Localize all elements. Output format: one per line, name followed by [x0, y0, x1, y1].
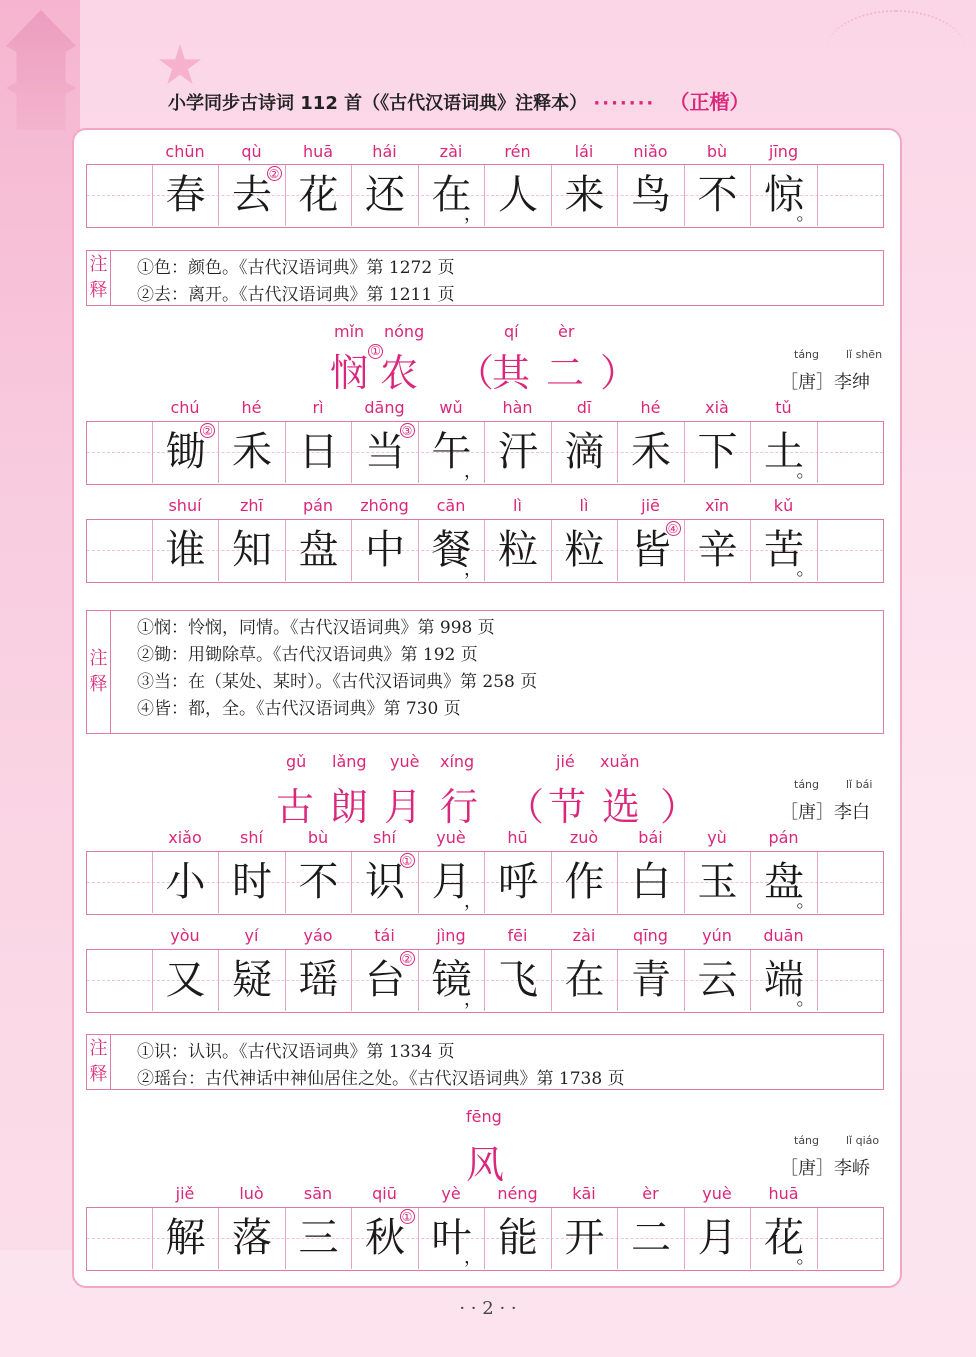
pinyin-syllable: qīng	[633, 926, 668, 945]
character-cell	[552, 520, 618, 581]
note-line: ②去：离开。《古代汉语词典》第 1211 页	[137, 285, 455, 305]
character-cell	[286, 1208, 352, 1269]
character-cell	[286, 520, 352, 581]
pinyin-syllable: lì	[579, 496, 589, 515]
character: 叶	[431, 1215, 472, 1261]
character-cell	[685, 422, 751, 483]
poem-title-char: 悯	[330, 351, 377, 395]
character-cell	[419, 520, 485, 581]
poem-author: ［唐］李峤	[780, 1158, 870, 1179]
character: 滴	[564, 429, 605, 475]
pinyin-row	[0, 496, 976, 518]
character-cell	[419, 852, 485, 913]
page-number	[440, 1298, 536, 1319]
pinyin-syllable: xià	[705, 398, 729, 417]
pinyin-syllable: kāi	[572, 1184, 596, 1203]
pinyin-row	[0, 1184, 976, 1206]
poem-title-char: 行	[440, 785, 487, 829]
notes-label	[87, 251, 111, 305]
character: 开	[564, 1215, 605, 1261]
character-cell	[619, 165, 685, 226]
pinyin-syllable: tǔ	[775, 398, 792, 417]
annotation-marker: ②	[267, 166, 282, 181]
character: 云	[697, 957, 738, 1003]
character: 皆	[631, 527, 671, 573]
willow-icon	[826, 10, 966, 92]
pinyin-syllable: qù	[241, 142, 262, 161]
character-cell	[685, 1208, 751, 1269]
pinyin-syllable: hàn	[502, 398, 533, 417]
blank-cell	[87, 165, 153, 226]
pinyin-syllable: qiū	[372, 1184, 397, 1203]
notes-lines	[137, 615, 537, 723]
character-cell	[353, 950, 419, 1011]
author-pinyin: lǐ bái	[846, 778, 873, 791]
page-header	[168, 86, 888, 118]
character-cell	[619, 852, 685, 913]
annotation-marker: ②	[400, 951, 415, 966]
pinyin-syllable: huā	[302, 142, 334, 161]
character-grid-row	[86, 519, 884, 583]
author-pinyin: táng	[794, 778, 820, 791]
character: 餐	[431, 527, 472, 573]
character-cell	[353, 422, 419, 483]
character-cell	[752, 520, 818, 581]
pinyin-syllable: kǔ	[773, 496, 794, 515]
character: 去	[232, 172, 272, 218]
pinyin-syllable: lì	[513, 496, 522, 515]
character: 又	[165, 957, 206, 1003]
character: 识	[365, 859, 405, 905]
pinyin-syllable: xiǎo	[168, 828, 202, 847]
page-number-value: 2	[482, 1298, 494, 1319]
character-cell	[153, 165, 219, 226]
title-pinyin: gǔ	[286, 752, 307, 771]
character: 能	[498, 1215, 538, 1261]
character: 疑	[232, 957, 272, 1003]
character: 飞	[498, 957, 538, 1003]
character: 不	[697, 172, 738, 218]
poem-title-char: 节	[548, 785, 595, 829]
character: 落	[232, 1215, 272, 1261]
character: 在	[431, 172, 472, 218]
character-cell	[552, 422, 618, 483]
character-cell	[286, 950, 352, 1011]
character-cell	[286, 852, 352, 913]
character-cell	[419, 1208, 485, 1269]
poem-author: ［唐］李绅	[780, 372, 870, 393]
character-cell	[353, 165, 419, 226]
blank-cell	[87, 520, 153, 581]
pinyin-syllable: hé	[640, 398, 661, 417]
page-dots-right: · ·	[499, 1298, 517, 1319]
character: 瑶	[298, 957, 339, 1003]
notes-label-char: 释	[89, 280, 108, 301]
title-pinyin: nóng	[384, 322, 425, 341]
character: 禾	[232, 429, 272, 475]
notes-label	[87, 611, 111, 733]
character-cell	[619, 520, 685, 581]
character: 惊	[764, 172, 804, 218]
pinyin-syllable: sān	[303, 1184, 333, 1203]
title-annotation-marker: ①	[368, 344, 383, 359]
pinyin-syllable: zuò	[569, 828, 599, 847]
pinyin-syllable: hé	[241, 398, 262, 417]
character-cell	[752, 165, 818, 226]
character: 月	[697, 1215, 738, 1261]
character: 端	[764, 957, 804, 1003]
character-cell	[419, 165, 485, 226]
punctuation: 。	[796, 559, 815, 580]
character-cell	[353, 520, 419, 581]
character: 来	[564, 172, 605, 218]
character-cell	[486, 950, 552, 1011]
notes-box	[86, 1034, 884, 1090]
poem-title-char: 古	[276, 785, 323, 829]
author-pinyin: lǐ shēn	[846, 348, 883, 361]
poem-title-char: 农	[380, 351, 427, 395]
character: 中	[365, 527, 405, 573]
character-cell	[153, 950, 219, 1011]
punctuation: 。	[796, 891, 815, 912]
title-pinyin: xíng	[440, 752, 475, 771]
pinyin-syllable: bù	[706, 142, 728, 161]
punctuation: ，	[464, 559, 482, 580]
poem-title-char: 选	[602, 785, 649, 829]
character: 秋	[365, 1215, 405, 1261]
author-pinyin: lǐ qiáo	[846, 1134, 880, 1147]
note-line: ①色：颜色。《古代汉语词典》第 1272 页	[137, 258, 455, 278]
character-cell	[619, 422, 685, 483]
punctuation: ，	[464, 461, 482, 482]
annotation-marker: ②	[200, 423, 215, 438]
note-line: ①悯：怜悯，同情。《古代汉语词典》第 998 页	[137, 618, 495, 638]
pinyin-syllable: zhōng	[360, 496, 409, 515]
character: 人	[498, 172, 538, 218]
character: 青	[631, 957, 671, 1003]
left-decoration	[0, 0, 80, 1250]
character-cell	[486, 1208, 552, 1269]
character: 白	[631, 859, 671, 905]
character-grid-row	[86, 851, 884, 915]
note-line: ③当：在（某处、某时）。《古代汉语词典》第 258 页	[137, 672, 538, 692]
character-cell	[220, 165, 286, 226]
pinyin-syllable: yí	[244, 926, 259, 945]
character-cell	[153, 520, 219, 581]
character: 当	[365, 429, 405, 475]
note-line: ②锄：用锄除草。《古代汉语词典》第 192 页	[137, 645, 478, 665]
pinyin-syllable: shí	[240, 828, 263, 847]
notes-label-char: 注	[89, 648, 108, 669]
pinyin-syllable: luò	[239, 1184, 264, 1203]
character-grid-row	[86, 949, 884, 1013]
character: 解	[165, 1215, 206, 1261]
header-tag: （正楷）	[669, 90, 750, 114]
character: 下	[697, 429, 738, 475]
pinyin-syllable: dāng	[364, 398, 405, 417]
pinyin-syllable: hái	[372, 142, 397, 161]
character: 时	[232, 859, 272, 905]
character-cell	[220, 950, 286, 1011]
pinyin-syllable: shí	[373, 828, 396, 847]
character-cell	[552, 1208, 618, 1269]
pinyin-syllable: zài	[572, 926, 596, 945]
poem-title-char: 其	[492, 351, 539, 395]
character-cell	[220, 1208, 286, 1269]
title-pinyin: èr	[558, 322, 575, 341]
blank-cell	[87, 852, 153, 913]
pinyin-syllable: yù	[707, 828, 727, 847]
character-cell	[286, 165, 352, 226]
punctuation: 。	[796, 989, 815, 1010]
pinyin-row	[0, 398, 976, 420]
poem-title-char: 朗	[330, 785, 377, 829]
blank-cell	[87, 1208, 153, 1269]
character: 花	[298, 172, 339, 218]
character: 午	[431, 429, 472, 475]
character: 在	[564, 957, 605, 1003]
notes-label-char: 注	[89, 1038, 108, 1059]
poem-title-char: 风	[466, 1143, 513, 1187]
pinyin-syllable: bù	[307, 828, 329, 847]
pinyin-row	[0, 926, 976, 948]
character: 台	[365, 957, 405, 1003]
poem-author: ［唐］李白	[780, 802, 870, 823]
title-pinyin: mǐn	[334, 322, 365, 341]
character-cell	[486, 852, 552, 913]
poem-title-char: （	[506, 785, 553, 829]
character-cell	[619, 950, 685, 1011]
pinyin-syllable: zhī	[240, 496, 263, 515]
character-cell	[552, 950, 618, 1011]
pinyin-syllable: pán	[302, 496, 334, 515]
annotation-marker: ④	[666, 521, 681, 536]
character: 鸟	[631, 172, 671, 218]
pinyin-syllable: yòu	[170, 926, 200, 945]
pinyin-syllable: dī	[576, 398, 592, 417]
punctuation: 。	[796, 1247, 815, 1268]
notes-label-char: 注	[89, 254, 108, 275]
pinyin-syllable: jiē	[641, 496, 660, 515]
pinyin-syllable: tái	[374, 926, 395, 945]
character: 辛	[697, 527, 738, 573]
poem-title-char: （	[456, 351, 503, 395]
pinyin-syllable: yún	[702, 926, 732, 945]
character: 月	[431, 859, 472, 905]
character: 禾	[631, 429, 671, 475]
character-grid-row	[86, 421, 884, 485]
blank-cell	[87, 950, 153, 1011]
character: 粒	[564, 527, 605, 573]
character: 苦	[764, 527, 804, 573]
pinyin-syllable: chú	[170, 398, 200, 417]
punctuation: ，	[464, 891, 482, 912]
character-cell	[552, 165, 618, 226]
pinyin-syllable: rì	[312, 398, 324, 417]
annotation-marker: ①	[400, 1209, 415, 1224]
page-dots-left: · ·	[459, 1298, 477, 1319]
character: 作	[564, 859, 605, 905]
annotation-marker: ③	[400, 423, 415, 438]
pinyin-syllable: yuè	[702, 1184, 732, 1203]
punctuation: ，	[464, 204, 482, 225]
character: 粒	[498, 527, 538, 573]
character: 呼	[498, 859, 538, 905]
character: 还	[365, 172, 405, 218]
blank-cell	[87, 422, 153, 483]
character-grid-row	[86, 1207, 884, 1271]
pinyin-syllable: yáo	[303, 926, 333, 945]
poem-title-char: 二	[546, 351, 593, 395]
character-cell	[685, 520, 751, 581]
pinyin-syllable: cān	[436, 496, 466, 515]
note-line: ①识：认识。《古代汉语词典》第 1334 页	[137, 1042, 455, 1062]
note-line: ④皆：都，全。《古代汉语词典》第 730 页	[137, 699, 461, 719]
pinyin-syllable: niǎo	[633, 142, 668, 161]
punctuation: ，	[464, 1247, 482, 1268]
star-icon	[158, 44, 202, 88]
author-pinyin: táng	[794, 1134, 820, 1147]
character: 盘	[764, 859, 804, 905]
notes-label-char: 释	[89, 1064, 108, 1085]
pinyin-syllable: lái	[574, 142, 594, 161]
notes-lines	[137, 1039, 625, 1093]
character-cell	[752, 950, 818, 1011]
pinyin-syllable: yè	[441, 1184, 461, 1203]
character-cell	[153, 1208, 219, 1269]
pinyin-syllable: jīng	[768, 142, 799, 161]
character: 盘	[298, 527, 339, 573]
pinyin-syllable: huā	[768, 1184, 799, 1203]
pinyin-row	[0, 828, 976, 850]
character-cell	[220, 852, 286, 913]
character: 小	[165, 859, 206, 905]
character: 日	[298, 429, 339, 475]
pinyin-syllable: duān	[763, 926, 804, 945]
character-cell	[685, 950, 751, 1011]
punctuation: 。	[796, 204, 815, 225]
title-pinyin: fēng	[466, 1107, 502, 1126]
character: 二	[631, 1215, 671, 1261]
character-cell	[419, 950, 485, 1011]
poem-title-char: 月	[384, 785, 431, 829]
note-line: ②瑶台：古代神话中神仙居住之处。《古代汉语词典》第 1738 页	[137, 1069, 625, 1089]
pinyin-syllable: jiě	[175, 1184, 195, 1203]
character-cell	[685, 165, 751, 226]
character: 玉	[697, 859, 738, 905]
character: 春	[165, 172, 206, 218]
character-cell	[419, 422, 485, 483]
pinyin-syllable: bái	[638, 828, 663, 847]
character-cell	[286, 422, 352, 483]
character-cell	[752, 422, 818, 483]
punctuation: ，	[464, 989, 482, 1010]
pinyin-syllable: wǔ	[439, 398, 463, 417]
character-cell	[153, 422, 219, 483]
character: 锄	[165, 429, 206, 475]
character: 镜	[431, 957, 472, 1003]
notes-lines	[137, 255, 455, 309]
character-cell	[752, 1208, 818, 1269]
notes-box	[86, 250, 884, 306]
character: 三	[298, 1215, 339, 1261]
character-cell	[552, 852, 618, 913]
character: 花	[764, 1215, 804, 1261]
character-cell	[220, 422, 286, 483]
pinyin-syllable: yuè	[436, 828, 466, 847]
title-pinyin: jié	[556, 752, 575, 771]
character-cell	[153, 852, 219, 913]
author-pinyin: táng	[794, 348, 820, 361]
title-pinyin: lǎng	[332, 752, 367, 771]
pinyin-syllable: néng	[497, 1184, 538, 1203]
title-pinyin: xuǎn	[600, 752, 640, 771]
header-dots: ·······	[593, 93, 656, 114]
character: 土	[764, 429, 804, 475]
character: 谁	[165, 527, 206, 573]
poem-title-char: ）	[660, 785, 707, 829]
character: 不	[298, 859, 339, 905]
pinyin-syllable: xīn	[704, 496, 730, 515]
character-cell	[353, 852, 419, 913]
character: 知	[232, 527, 272, 573]
notes-label-char: 释	[89, 674, 108, 695]
pinyin-syllable: èr	[642, 1184, 659, 1203]
character-cell	[486, 165, 552, 226]
title-pinyin: yuè	[390, 752, 420, 771]
pinyin-syllable: chūn	[165, 142, 205, 161]
character-cell	[486, 520, 552, 581]
pinyin-syllable: pán	[768, 828, 799, 847]
pinyin-syllable: rén	[504, 142, 531, 161]
pinyin-syllable: hū	[507, 828, 528, 847]
header-title: 小学同步古诗词 112 首（《古代汉语词典》注释本）	[168, 93, 588, 114]
character-cell	[685, 852, 751, 913]
annotation-marker: ①	[400, 853, 415, 868]
poem-title-char: ）	[600, 351, 647, 395]
pinyin-syllable: zài	[439, 142, 463, 161]
title-pinyin: qí	[504, 322, 519, 341]
pinyin-syllable: fēi	[507, 926, 528, 945]
character-cell	[752, 852, 818, 913]
character-cell	[619, 1208, 685, 1269]
notes-box	[86, 610, 884, 734]
character: 汗	[498, 429, 538, 475]
pinyin-syllable: shuí	[168, 496, 202, 515]
pinyin-syllable: jìng	[436, 926, 466, 945]
pinyin-row	[0, 142, 976, 164]
character-cell	[353, 1208, 419, 1269]
character-grid-row	[86, 164, 884, 228]
character-cell	[220, 520, 286, 581]
punctuation: 。	[796, 461, 815, 482]
notes-label	[87, 1035, 111, 1089]
character-cell	[486, 422, 552, 483]
